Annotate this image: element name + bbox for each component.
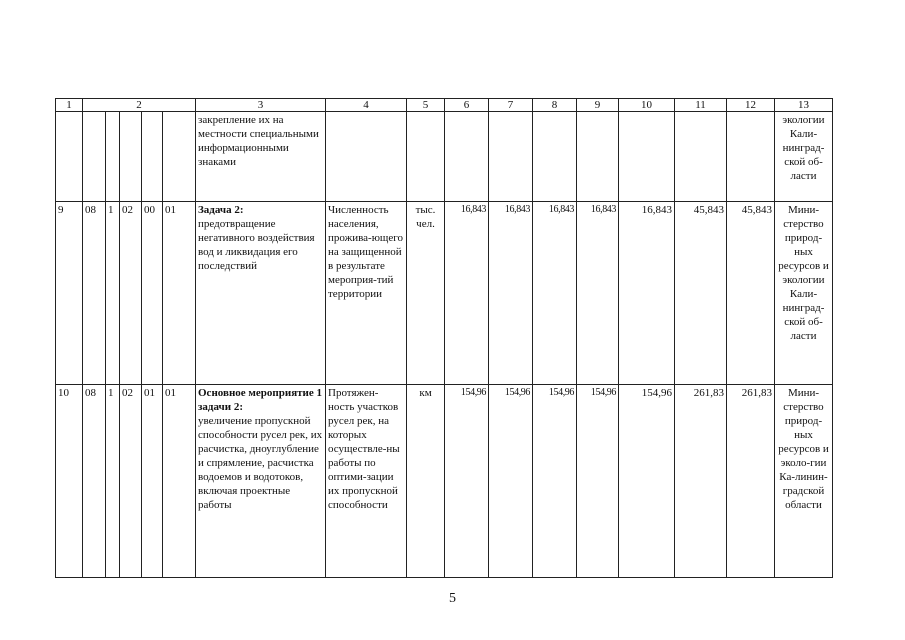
- header-cell-12: 12: [727, 99, 775, 112]
- value-cell: 261,83: [727, 385, 775, 578]
- task-description: увеличение пропускной способности русел рек, их расчистка, дноуглубление и спрямление, расчистка водоемов и водотоков, включая проектные работы: [198, 415, 323, 511]
- code-cell: 08: [83, 202, 106, 385]
- header-cell-8: 8: [533, 99, 577, 112]
- table-row-10: [56, 385, 833, 578]
- row-number-cell: 9: [56, 202, 83, 385]
- value-cell: 45,843: [675, 202, 727, 385]
- program-table: [55, 98, 833, 578]
- code-cell: 01: [142, 385, 163, 578]
- header-cell-4: 4: [326, 99, 407, 112]
- table-row-continuation: [56, 112, 833, 202]
- header-cell-5: 5: [407, 99, 445, 112]
- code-cell: 1: [106, 202, 120, 385]
- header-cell-3: 3: [196, 99, 326, 112]
- header-row: [56, 99, 833, 112]
- indicator-cell: Протяжен-ность участков русел рек, на которых осуществле-ны работы по оптими-зации их пропускной способности: [326, 385, 407, 578]
- header-cell-13: 13: [775, 99, 833, 112]
- task-title: Основное мероприятие 1 задачи 2:: [198, 387, 323, 413]
- value-cell: 261,83: [675, 385, 727, 578]
- code-cell: 02: [120, 385, 142, 578]
- value-cell: 16,843: [577, 202, 619, 385]
- task-description: предотвращение негативного воздействия вод и ликвидация его последствий: [198, 218, 315, 272]
- header-cell-6: 6: [445, 99, 489, 112]
- value-cell: 16,843: [619, 202, 675, 385]
- code-cell: 1: [106, 385, 120, 578]
- row-number-cell: 10: [56, 385, 83, 578]
- value-cell: 154,96: [533, 385, 577, 578]
- header-cell-1: 1: [56, 99, 83, 112]
- header-cell-10: 10: [619, 99, 675, 112]
- code-cell: 00: [142, 202, 163, 385]
- value-cell: 16,843: [533, 202, 577, 385]
- value-cell: 154,96: [619, 385, 675, 578]
- page-number: 5: [449, 591, 456, 606]
- header-cell-2: 2: [83, 99, 196, 112]
- value-cell: 154,96: [489, 385, 533, 578]
- header-cell-11: 11: [675, 99, 727, 112]
- task-title: Задача 2:: [198, 204, 244, 216]
- indicator-cell: Численность населения, прожива-ющего на защищенной в результате мероприя-тий территории: [326, 202, 407, 385]
- unit-cell: тыс. чел.: [407, 202, 445, 385]
- task-name-cell: закрепление их на местности специальными информационными знаками: [196, 112, 326, 202]
- value-cell: 154,96: [445, 385, 489, 578]
- code-cell: 02: [120, 202, 142, 385]
- code-cell: 01: [163, 385, 196, 578]
- executor-cell: экологии Кали-нинград-ской об-ласти: [775, 112, 833, 202]
- unit-cell: км: [407, 385, 445, 578]
- header-cell-7: 7: [489, 99, 533, 112]
- value-cell: 45,843: [727, 202, 775, 385]
- code-cell: 08: [83, 385, 106, 578]
- header-cell-9: 9: [577, 99, 619, 112]
- executor-cell: Мини-стерство природ-ных ресурсов и экологии Кали-нинград-ской об-ласти: [775, 202, 833, 385]
- table-row-9: [56, 202, 833, 385]
- value-cell: 16,843: [489, 202, 533, 385]
- code-cell: 01: [163, 202, 196, 385]
- task-name-cell: [196, 385, 326, 578]
- value-cell: 16,843: [445, 202, 489, 385]
- task-name-cell: [196, 202, 326, 385]
- value-cell: 154,96: [577, 385, 619, 578]
- executor-cell: Мини-стерство природ-ных ресурсов и эколо-гии Ка-линин-градской области: [775, 385, 833, 578]
